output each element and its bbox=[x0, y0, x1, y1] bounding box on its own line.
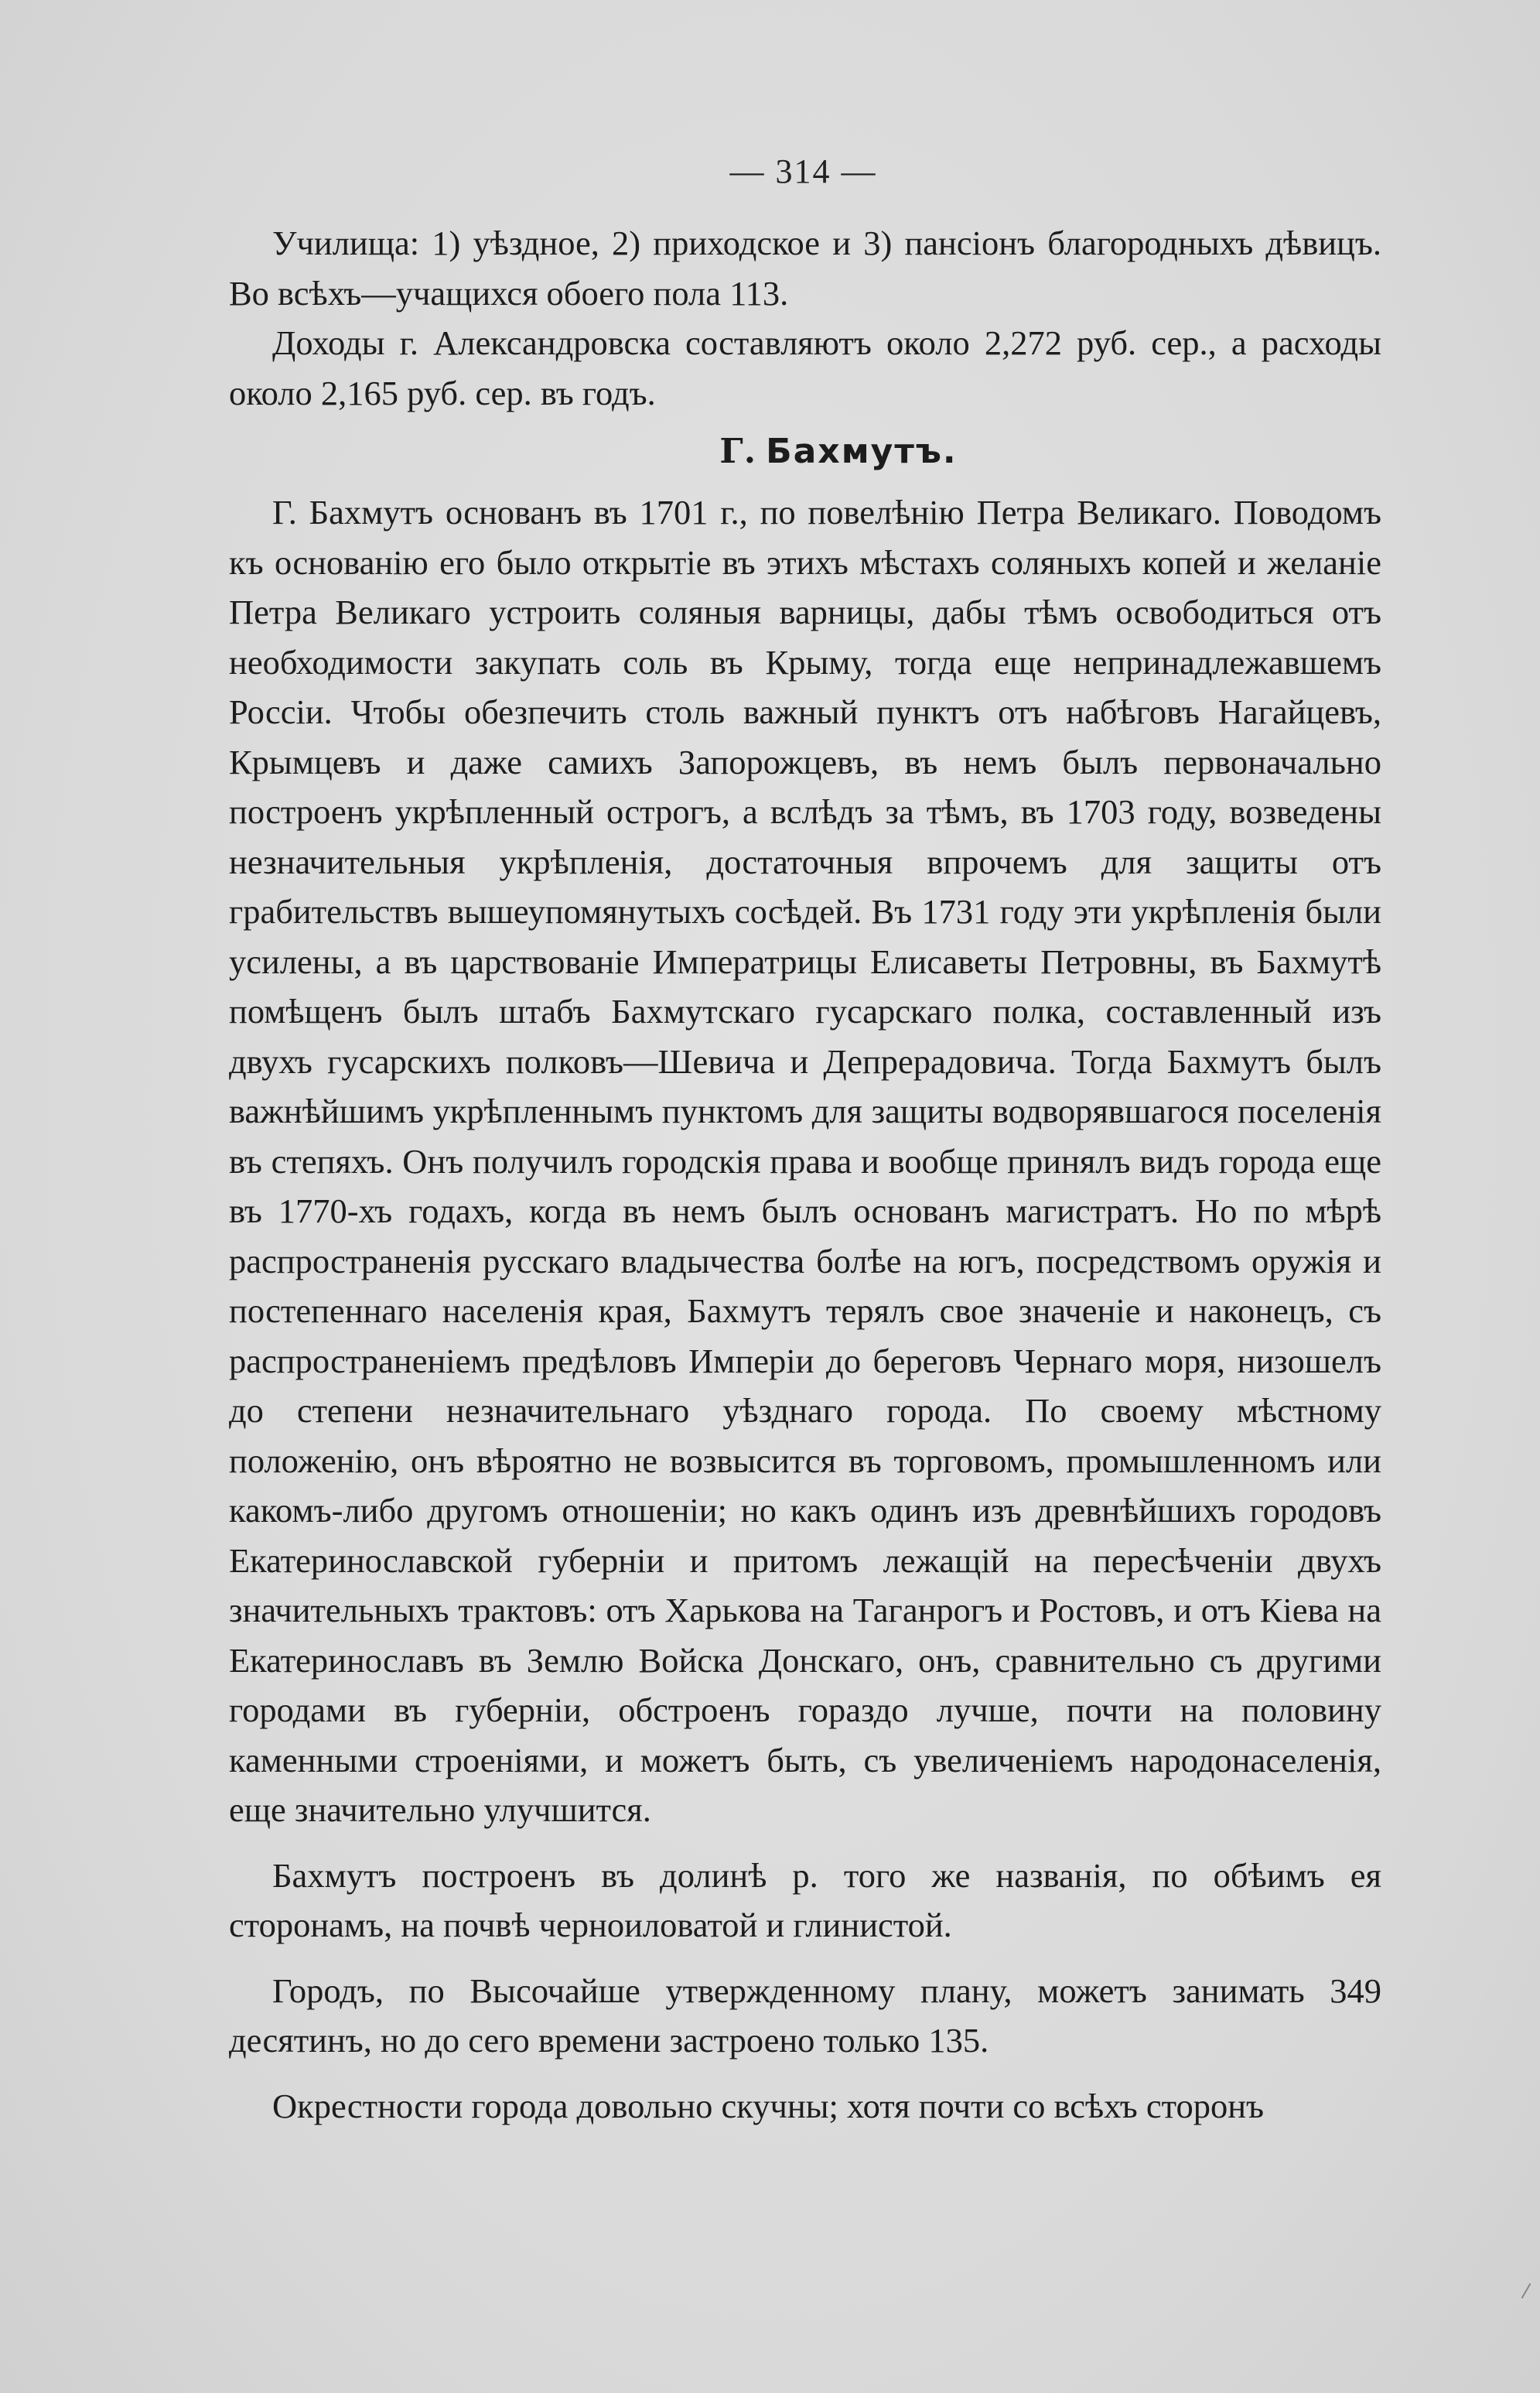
paragraph-revenues: Доходы г. Александровска составляютъ около 2,272 руб. сер., а расходы около 2,165 руб. сер. въ годъ. bbox=[229, 323, 1381, 412]
section-heading-title: Бахмутъ. bbox=[766, 432, 958, 471]
text-column bbox=[229, 218, 1381, 2131]
paragraph-location: Бахмутъ построенъ въ долинѣ р. того же названія, по обѣимъ ея сторонамъ, на почвѣ черноиловатой и глинистой. bbox=[229, 1855, 1381, 1944]
page-number: — 314 — bbox=[729, 152, 877, 190]
paragraph-schools: Училища: 1) уѣздное, 2) приходское и 3) пансіонъ благородныхъ дѣвицъ. Во всѣхъ—учащихся обоего пола 113. bbox=[229, 224, 1381, 313]
paragraph-history: Г. Бахмутъ основанъ въ 1701 г., по повелѣнію Петра Великаго. Поводомъ къ основанію его было открытіе въ этихъ мѣстахъ соляныхъ копей и желаніе Петра Великаго устроить соляныя варницы, дабы тѣмъ освободиться отъ необходимости закупать соль въ Крыму, тогда еще непринадлежавшемъ Россіи. Чтобы обезпечить столь важный пунктъ отъ набѣговъ Нагайцевъ, Крымцевъ и даже самихъ Запорожцевъ, въ немъ былъ первоначально построенъ укрѣпленный острогъ, а вслѣдъ за тѣмъ, въ 1703 году, возведены незначительныя укрѣпленія, достаточныя впрочемъ для защиты отъ грабительствъ вышеупомянутыхъ сосѣдей. Въ 1731 году эти укрѣпленія были усилены, а въ царствованіе Императрицы Елисаветы Петровны, въ Бахмутѣ помѣщенъ былъ штабъ Бахмутскаго гусарскаго полка, составленный изъ двухъ гусарскихъ полковъ—Шевича и Депрерадовича. Тогда Бахмутъ былъ важнѣйшимъ укрѣпленнымъ пунктомъ для защиты водворявшагося поселенія въ степяхъ. Онъ получилъ городскія права и вообще принялъ видъ города еще въ 1770-хъ годахъ, когда въ немъ былъ основанъ магистратъ. Но по мѣрѣ распространенія русскаго владычества болѣе на югъ, посредствомъ оружія и постепеннаго населенія края, Бахмутъ терялъ свое значеніе и наконецъ, съ распространеніемъ предѣловъ Имперіи до береговъ Чернаго моря, низошелъ до степени незначительнаго уѣзднаго города. По своему мѣстному положенію, онъ вѣроятно не возвысится въ торговомъ, промышленномъ или какомъ-либо другомъ отношеніи; но какъ одинъ изъ древнѣйшихъ городовъ Екатеринославской губерніи и притомъ лежащій на пересѣченіи двухъ значительныхъ трактовъ: отъ Харькова на Таганрогъ и Ростовъ, и отъ Кіева на Екатеринославъ въ Землю Войска Донскаго, онъ, сравнительно съ другими городами въ губерніи, обстроенъ гораздо лучше, почти на половину каменными строеніями, и можетъ быть, съ увеличеніемъ народонаселенія, еще значительно улучшится. bbox=[229, 493, 1381, 1829]
section-heading bbox=[229, 427, 1381, 477]
paragraph-surroundings: Окрестности города довольно скучны; хотя почти со всѣхъ сторонъ bbox=[272, 2086, 1265, 2125]
paragraph-city-plan: Городъ, по Высочайше утвержденному плану, можетъ занимать 349 десятинъ, но до сего времени застроено только 135. bbox=[229, 1971, 1381, 2060]
margin-mark bbox=[1521, 2283, 1531, 2299]
paragraph-gap bbox=[229, 1950, 1381, 1966]
paragraph-gap bbox=[229, 2066, 1381, 2081]
section-heading-prefix: Г. bbox=[719, 432, 757, 471]
paragraph-gap bbox=[229, 1835, 1381, 1851]
